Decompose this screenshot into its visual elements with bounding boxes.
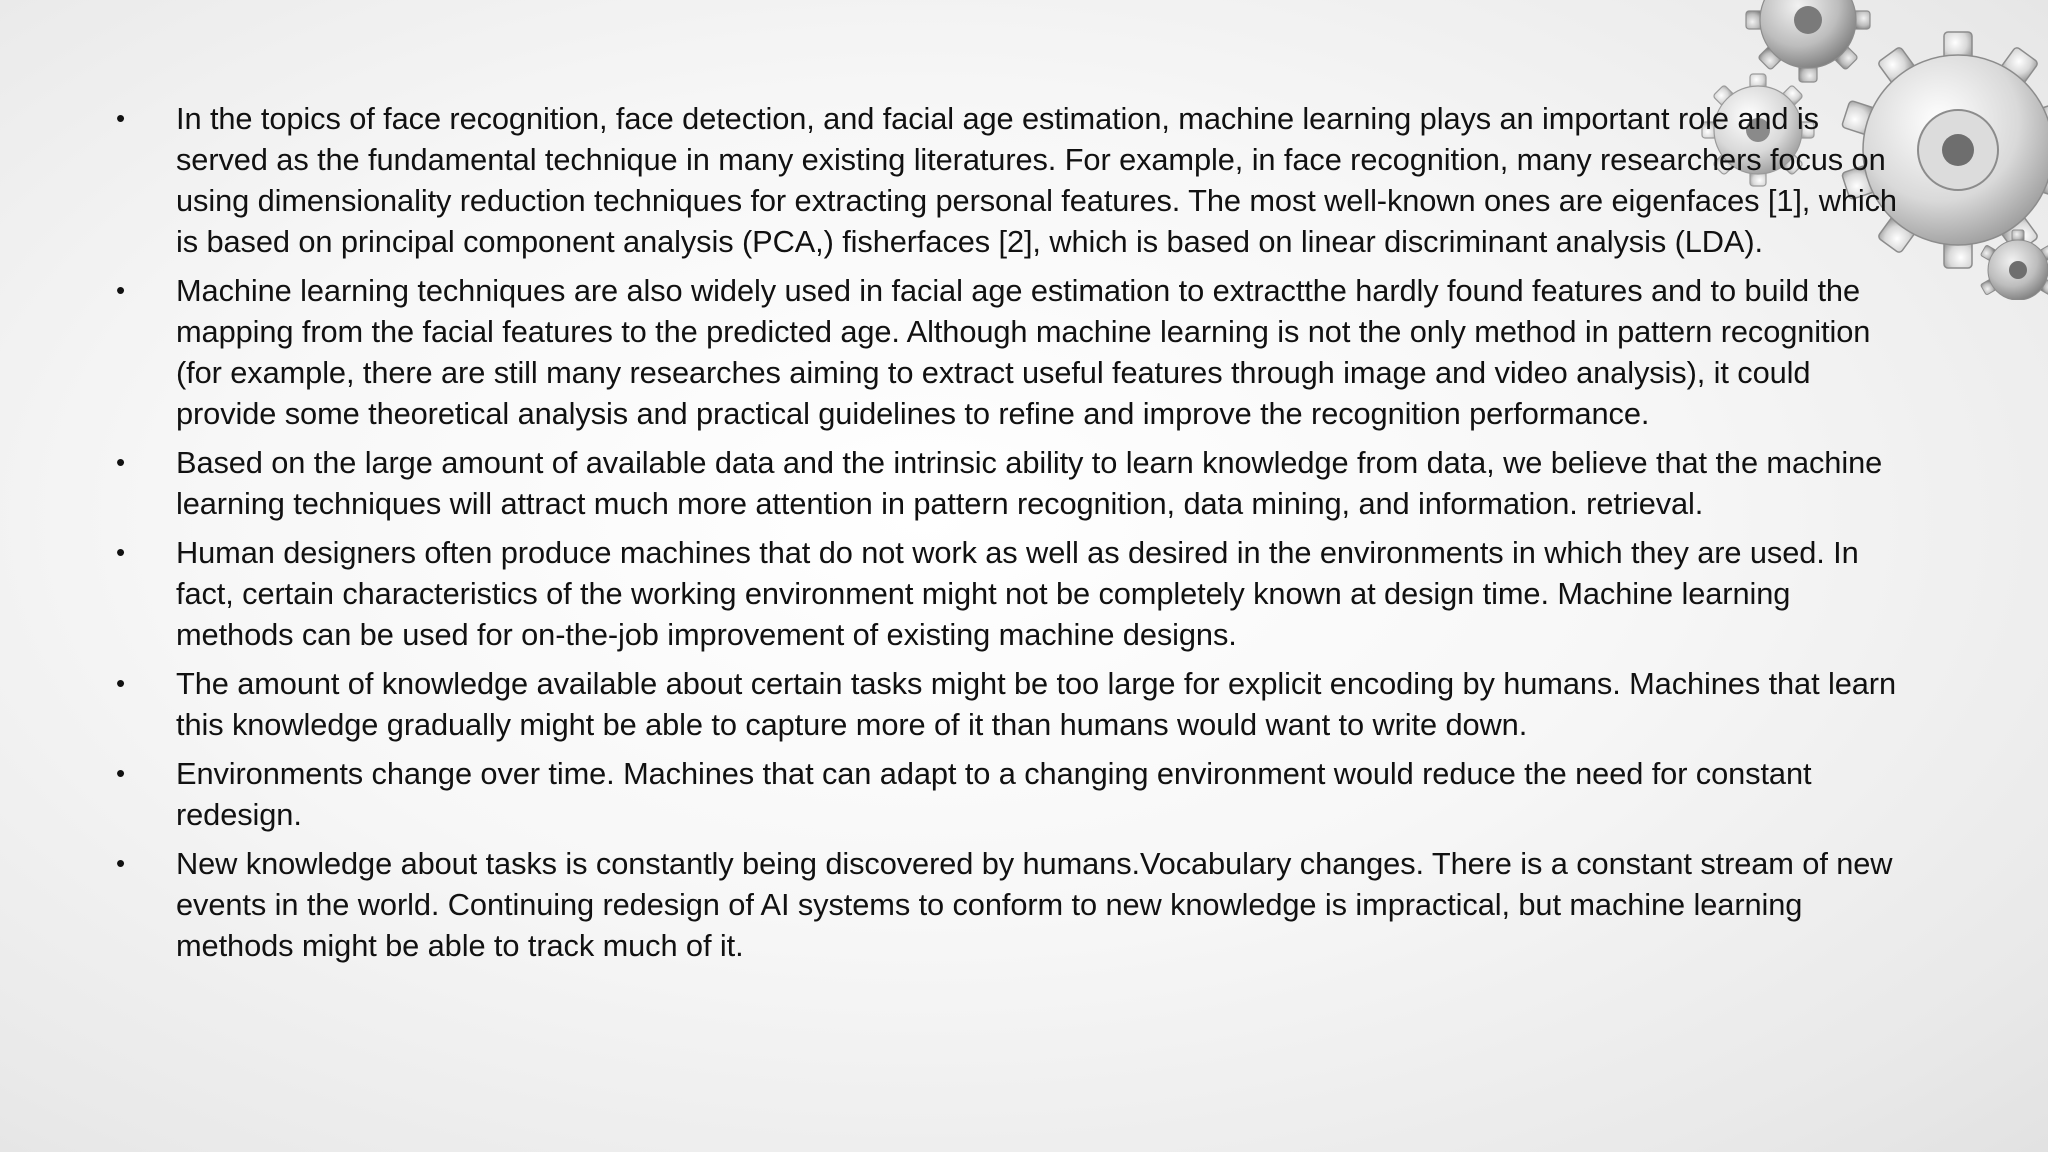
bullet-icon: •	[116, 848, 126, 878]
bullet-text: In the topics of face recognition, face detection, and facial age estimation, machine learning plays an important role and is served as the fundamental technique in many existing literatures. For example, in face recognition, many researchers focus on using dimensionality reduction techniques for extracting personal features. The most well-known ones are eigenfaces [1], which is based on principal component analysis (PCA,) fisherfaces [2], which is based on linear discriminant analysis (LDA).	[176, 101, 1897, 259]
slide-body	[110, 98, 1910, 974]
list-item	[110, 753, 1910, 835]
bullet-icon: •	[116, 537, 126, 567]
list-item	[110, 843, 1910, 966]
bullet-text: Based on the large amount of available data and the intrinsic ability to learn knowledge from data, we believe that the machine learning techniques will attract much more attention in pattern recognition, data mining, and information. retrieval.	[176, 445, 1883, 521]
bullet-icon: •	[116, 668, 126, 698]
bullet-text: Environments change over time. Machines that can adapt to a changing environment would reduce the need for constant redesign.	[176, 756, 1812, 832]
list-item	[110, 270, 1910, 434]
list-item	[110, 442, 1910, 524]
bullet-text: Human designers often produce machines that do not work as well as desired in the environments in which they are used. In fact, certain characteristics of the working environment might not be completely known at design time. Machine learning methods can be used for on-the-job improvement of existing machine designs.	[176, 535, 1859, 652]
list-item	[110, 663, 1910, 745]
bullet-icon: •	[116, 275, 126, 305]
list-item	[110, 98, 1910, 262]
bullet-icon: •	[116, 447, 126, 477]
bullet-icon: •	[116, 758, 126, 788]
bullet-icon: •	[116, 103, 126, 133]
list-item	[110, 532, 1910, 655]
bullet-list	[110, 98, 1910, 966]
bullet-text: The amount of knowledge available about certain tasks might be too large for explicit encoding by humans. Machines that learn this knowledge gradually might be able to capture more of it than humans would want to write down.	[176, 666, 1896, 742]
bullet-text: New knowledge about tasks is constantly being discovered by humans.Vocabulary changes. There is a constant stream of new events in the world. Continuing redesign of AI systems to conform to new knowledge is impractical, but machine learning methods might be able to track much of it.	[176, 846, 1893, 963]
bullet-text: Machine learning techniques are also widely used in facial age estimation to extractthe hardly found features and to build the mapping from the facial features to the predicted age. Although machine learning is not the only method in pattern recognition (for example, there are still many researches aiming to extract useful features through image and video analysis), it could provide some theoretical analysis and practical guidelines to refine and improve the recognition performance.	[176, 273, 1871, 431]
